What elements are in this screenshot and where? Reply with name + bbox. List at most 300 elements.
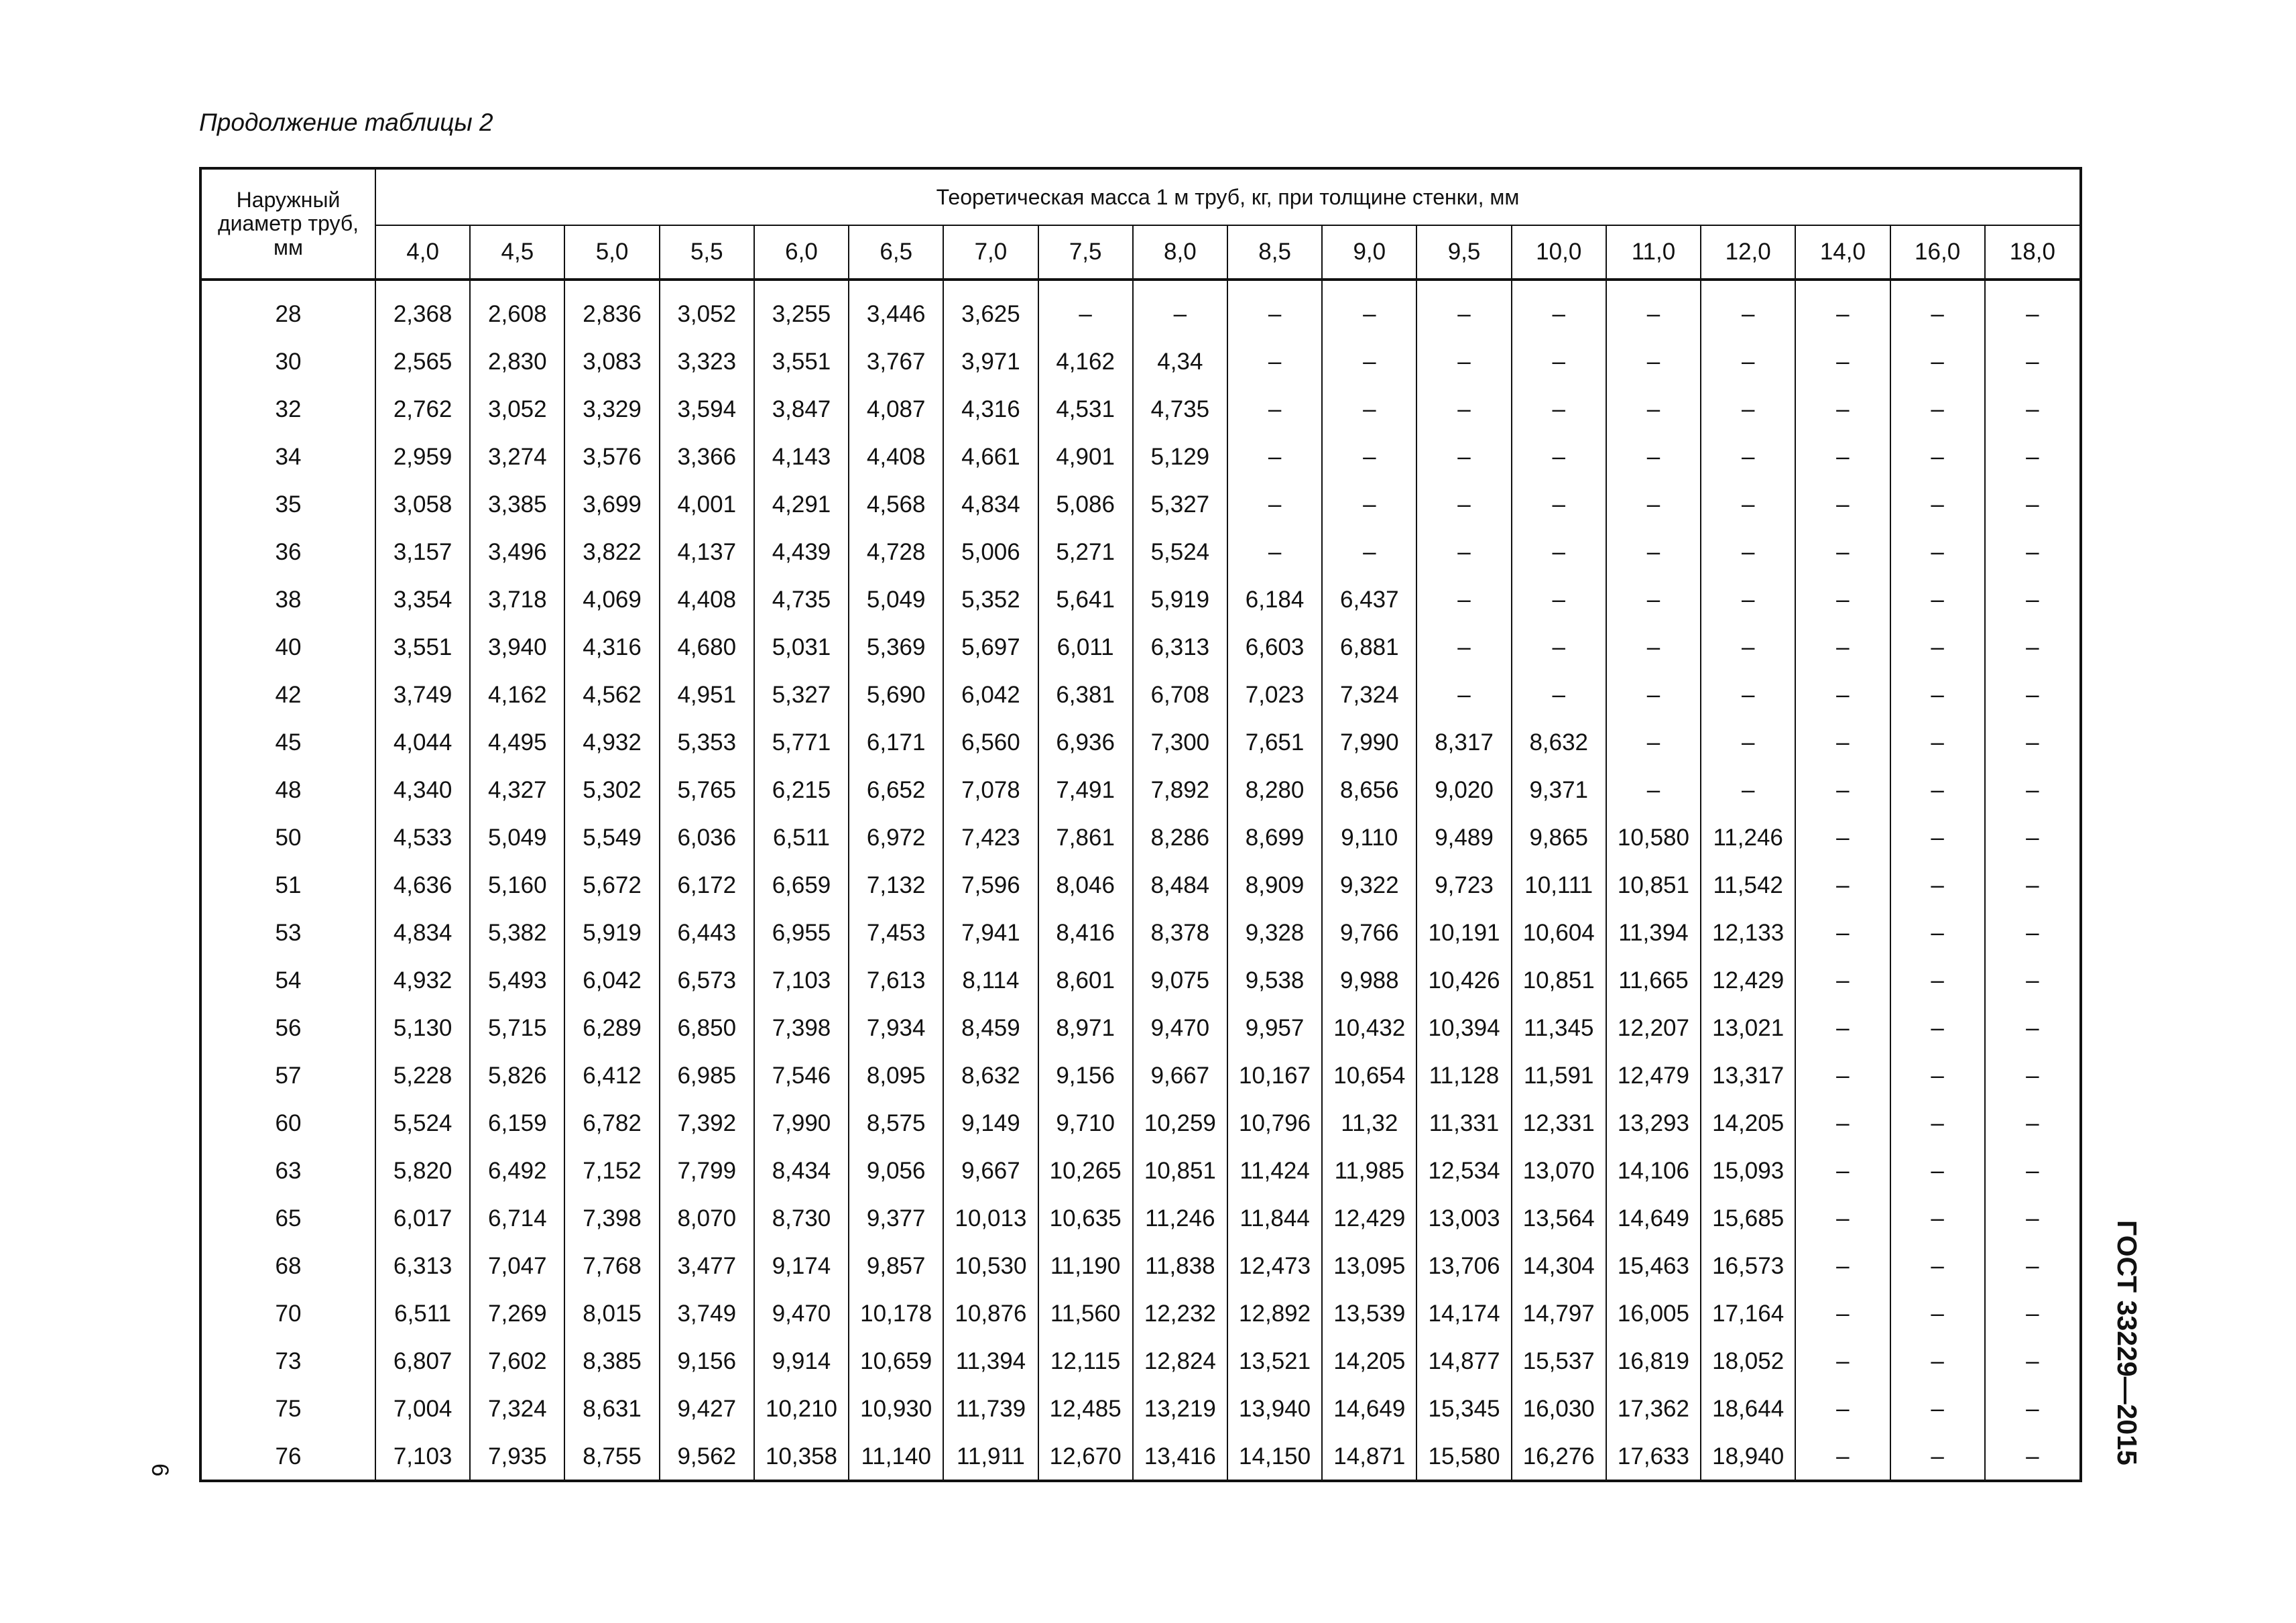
mass-cell: 3,971 bbox=[943, 338, 1038, 385]
table-row bbox=[202, 338, 2079, 385]
table-row bbox=[202, 576, 2079, 623]
mass-cell: – bbox=[1606, 385, 1701, 433]
thickness-header: 7,0 bbox=[943, 225, 1038, 280]
mass-cell: 5,086 bbox=[1038, 481, 1133, 528]
mass-cell: 12,824 bbox=[1133, 1337, 1227, 1385]
table-row bbox=[202, 861, 2079, 909]
mass-cell: 5,130 bbox=[375, 1004, 470, 1052]
thickness-header: 11,0 bbox=[1606, 225, 1701, 280]
mass-cell: 10,426 bbox=[1416, 957, 1511, 1004]
mass-cell: 7,453 bbox=[849, 909, 943, 957]
mass-cell: 3,576 bbox=[564, 433, 659, 481]
mass-cell: 8,280 bbox=[1227, 766, 1322, 814]
mass-cell: 10,635 bbox=[1038, 1195, 1133, 1242]
mass-cell: 3,940 bbox=[470, 623, 564, 671]
mass-cell: 3,052 bbox=[660, 290, 754, 338]
outer-diameter-cell: 35 bbox=[275, 491, 302, 518]
table-row bbox=[202, 814, 2079, 861]
mass-cell: 4,680 bbox=[660, 623, 754, 671]
mass-cell: 18,940 bbox=[1701, 1433, 1795, 1480]
mass-cell: – bbox=[1416, 385, 1511, 433]
mass-cell: 10,191 bbox=[1416, 909, 1511, 957]
mass-cell: 6,036 bbox=[660, 814, 754, 861]
mass-cell: 5,006 bbox=[943, 528, 1038, 576]
mass-cell: – bbox=[1701, 623, 1795, 671]
outer-diameter-cell: 40 bbox=[275, 634, 302, 660]
mass-cell: 6,184 bbox=[1227, 576, 1322, 623]
wall-thickness-group-header: Теоретическая масса 1 м труб, кг, при толщине стенки, мм bbox=[375, 170, 2079, 225]
thickness-header: 6,5 bbox=[849, 225, 943, 280]
mass-cell: 6,289 bbox=[564, 1004, 659, 1052]
mass-cell: 8,632 bbox=[943, 1052, 1038, 1099]
mass-cell: – bbox=[1890, 576, 1985, 623]
mass-cell: 7,941 bbox=[943, 909, 1038, 957]
mass-cell: 17,362 bbox=[1606, 1385, 1701, 1433]
outer-diameter-cell: 75 bbox=[275, 1395, 302, 1422]
mass-cell: – bbox=[1890, 814, 1985, 861]
mass-cell: 4,001 bbox=[660, 481, 754, 528]
mass-cell: – bbox=[1701, 433, 1795, 481]
mass-cell: – bbox=[1890, 481, 1985, 528]
mass-cell: 10,580 bbox=[1606, 814, 1701, 861]
mass-cell: 6,412 bbox=[564, 1052, 659, 1099]
thickness-header: 9,5 bbox=[1416, 225, 1511, 280]
mass-cell: – bbox=[1606, 671, 1701, 719]
mass-cell: 13,564 bbox=[1512, 1195, 1606, 1242]
spacer-cell bbox=[943, 280, 1038, 290]
mass-cell: 5,549 bbox=[564, 814, 659, 861]
mass-cell: 11,591 bbox=[1512, 1052, 1606, 1099]
mass-cell: 6,437 bbox=[1322, 576, 1416, 623]
mass-cell: 6,011 bbox=[1038, 623, 1133, 671]
spacer-cell bbox=[1416, 280, 1511, 290]
mass-cell: 7,023 bbox=[1227, 671, 1322, 719]
mass-cell: 7,152 bbox=[564, 1147, 659, 1195]
mass-cell: 11,542 bbox=[1701, 861, 1795, 909]
mass-cell: – bbox=[1416, 481, 1511, 528]
outer-diameter-cell: 60 bbox=[275, 1109, 302, 1136]
mass-cell: 9,427 bbox=[660, 1385, 754, 1433]
thickness-header: 4,5 bbox=[470, 225, 564, 280]
mass-cell: 9,056 bbox=[849, 1147, 943, 1195]
mass-cell: – bbox=[1322, 481, 1416, 528]
mass-cell: 5,353 bbox=[660, 719, 754, 766]
spacer-cell bbox=[1701, 280, 1795, 290]
mass-cell: – bbox=[1512, 433, 1606, 481]
pipe-mass-table-frame bbox=[199, 167, 2082, 1482]
mass-cell: 15,580 bbox=[1416, 1433, 1511, 1480]
mass-cell: 8,046 bbox=[1038, 861, 1133, 909]
mass-cell: 3,594 bbox=[660, 385, 754, 433]
mass-cell: 2,565 bbox=[375, 338, 470, 385]
mass-cell: – bbox=[1795, 576, 1890, 623]
mass-cell: 3,551 bbox=[754, 338, 849, 385]
mass-cell: 5,049 bbox=[849, 576, 943, 623]
outer-diameter-cell: 53 bbox=[275, 919, 302, 946]
mass-cell: – bbox=[1512, 481, 1606, 528]
mass-cell: – bbox=[1890, 1052, 1985, 1099]
mass-cell: 10,167 bbox=[1227, 1052, 1322, 1099]
mass-cell: – bbox=[1606, 576, 1701, 623]
mass-cell: – bbox=[1795, 1195, 1890, 1242]
mass-cell: 7,602 bbox=[470, 1337, 564, 1385]
mass-cell: 9,110 bbox=[1322, 814, 1416, 861]
mass-cell: 9,174 bbox=[754, 1242, 849, 1290]
mass-cell: 7,324 bbox=[470, 1385, 564, 1433]
mass-cell: 11,190 bbox=[1038, 1242, 1133, 1290]
mass-cell: – bbox=[1985, 1147, 2079, 1195]
mass-cell: 15,463 bbox=[1606, 1242, 1701, 1290]
outer-diameter-cell: 42 bbox=[275, 681, 302, 708]
mass-cell: 7,103 bbox=[754, 957, 849, 1004]
mass-cell: 8,909 bbox=[1227, 861, 1322, 909]
mass-cell: 8,317 bbox=[1416, 719, 1511, 766]
mass-cell: – bbox=[1795, 338, 1890, 385]
mass-cell: 4,316 bbox=[564, 623, 659, 671]
mass-cell: 4,408 bbox=[660, 576, 754, 623]
mass-cell: 6,215 bbox=[754, 766, 849, 814]
mass-cell: 10,178 bbox=[849, 1290, 943, 1337]
mass-cell: 5,919 bbox=[1133, 576, 1227, 623]
mass-cell: – bbox=[1512, 576, 1606, 623]
table-row bbox=[202, 719, 2079, 766]
mass-cell: – bbox=[1985, 957, 2079, 1004]
mass-cell: 8,632 bbox=[1512, 719, 1606, 766]
mass-cell: – bbox=[1890, 528, 1985, 576]
outer-diameter-cell: 38 bbox=[275, 586, 302, 613]
mass-cell: 8,385 bbox=[564, 1337, 659, 1385]
mass-cell: 5,765 bbox=[660, 766, 754, 814]
mass-cell: – bbox=[1227, 481, 1322, 528]
mass-cell: 4,834 bbox=[375, 909, 470, 957]
mass-cell: 8,631 bbox=[564, 1385, 659, 1433]
mass-cell: – bbox=[1985, 1004, 2079, 1052]
mass-cell: – bbox=[1795, 1290, 1890, 1337]
mass-cell: – bbox=[1890, 861, 1985, 909]
mass-cell: 6,936 bbox=[1038, 719, 1133, 766]
mass-cell: 8,459 bbox=[943, 1004, 1038, 1052]
mass-cell: 6,850 bbox=[660, 1004, 754, 1052]
mass-cell: 7,935 bbox=[470, 1433, 564, 1480]
mass-cell: 10,654 bbox=[1322, 1052, 1416, 1099]
mass-cell: – bbox=[1795, 433, 1890, 481]
mass-cell: 9,723 bbox=[1416, 861, 1511, 909]
mass-cell: 7,861 bbox=[1038, 814, 1133, 861]
mass-cell: 8,114 bbox=[943, 957, 1038, 1004]
mass-cell: 10,851 bbox=[1606, 861, 1701, 909]
mass-cell: 6,652 bbox=[849, 766, 943, 814]
mass-cell: – bbox=[1606, 338, 1701, 385]
mass-cell: – bbox=[1133, 290, 1227, 338]
mass-cell: 2,830 bbox=[470, 338, 564, 385]
mass-cell: 8,730 bbox=[754, 1195, 849, 1242]
mass-cell: 6,492 bbox=[470, 1147, 564, 1195]
mass-cell: 8,015 bbox=[564, 1290, 659, 1337]
spacer-cell bbox=[470, 280, 564, 290]
mass-cell: 10,265 bbox=[1038, 1147, 1133, 1195]
mass-cell: 5,302 bbox=[564, 766, 659, 814]
mass-cell: 7,423 bbox=[943, 814, 1038, 861]
mass-cell: – bbox=[1795, 1099, 1890, 1147]
table-row bbox=[202, 290, 2079, 338]
mass-cell: 3,477 bbox=[660, 1242, 754, 1290]
mass-cell: – bbox=[1985, 528, 2079, 576]
table-row bbox=[202, 1147, 2079, 1195]
mass-cell: 3,625 bbox=[943, 290, 1038, 338]
mass-cell: 11,838 bbox=[1133, 1242, 1227, 1290]
mass-cell: 5,524 bbox=[1133, 528, 1227, 576]
mass-cell: 13,317 bbox=[1701, 1052, 1795, 1099]
mass-cell: – bbox=[1512, 623, 1606, 671]
mass-cell: 4,408 bbox=[849, 433, 943, 481]
mass-cell: 4,291 bbox=[754, 481, 849, 528]
outer-diameter-cell: 51 bbox=[275, 871, 302, 898]
mass-cell: 14,205 bbox=[1701, 1099, 1795, 1147]
mass-cell: 3,329 bbox=[564, 385, 659, 433]
table-row bbox=[202, 1195, 2079, 1242]
mass-cell: 6,955 bbox=[754, 909, 849, 957]
mass-cell: – bbox=[1795, 814, 1890, 861]
mass-cell: – bbox=[1985, 861, 2079, 909]
mass-cell: – bbox=[1701, 766, 1795, 814]
mass-cell: – bbox=[1985, 909, 2079, 957]
mass-cell: 10,796 bbox=[1227, 1099, 1322, 1147]
table-body bbox=[202, 280, 2079, 1480]
mass-cell: 9,562 bbox=[660, 1433, 754, 1480]
mass-cell: 7,651 bbox=[1227, 719, 1322, 766]
mass-cell: – bbox=[1890, 1337, 1985, 1385]
mass-cell: 11,128 bbox=[1416, 1052, 1511, 1099]
outer-diameter-cell: 30 bbox=[275, 348, 302, 375]
mass-cell: 13,706 bbox=[1416, 1242, 1511, 1290]
mass-cell: 13,293 bbox=[1606, 1099, 1701, 1147]
mass-cell: – bbox=[1985, 1242, 2079, 1290]
thickness-header: 8,5 bbox=[1227, 225, 1322, 280]
spacer-cell bbox=[1512, 280, 1606, 290]
mass-cell: 12,331 bbox=[1512, 1099, 1606, 1147]
mass-cell: 15,537 bbox=[1512, 1337, 1606, 1385]
mass-cell: 17,633 bbox=[1606, 1433, 1701, 1480]
mass-cell: – bbox=[1795, 290, 1890, 338]
table-header-row-group bbox=[202, 170, 2079, 225]
thickness-header: 18,0 bbox=[1985, 225, 2079, 280]
mass-cell: – bbox=[1795, 481, 1890, 528]
mass-cell: – bbox=[1701, 290, 1795, 338]
mass-cell: – bbox=[1701, 719, 1795, 766]
mass-cell: 4,069 bbox=[564, 576, 659, 623]
mass-cell: 9,149 bbox=[943, 1099, 1038, 1147]
mass-cell: 9,710 bbox=[1038, 1099, 1133, 1147]
spacer-cell bbox=[564, 280, 659, 290]
outer-diameter-cell: 57 bbox=[275, 1062, 302, 1089]
mass-cell: 9,020 bbox=[1416, 766, 1511, 814]
outer-diameter-header: Наружный диаметр труб, мм bbox=[202, 170, 375, 280]
mass-cell: 10,851 bbox=[1512, 957, 1606, 1004]
mass-cell: 13,940 bbox=[1227, 1385, 1322, 1433]
mass-cell: 4,932 bbox=[564, 719, 659, 766]
mass-cell: 7,004 bbox=[375, 1385, 470, 1433]
mass-cell: – bbox=[1227, 338, 1322, 385]
mass-cell: – bbox=[1890, 623, 1985, 671]
spacer-cell bbox=[754, 280, 849, 290]
table-row bbox=[202, 1052, 2079, 1099]
mass-cell: – bbox=[1795, 1433, 1890, 1480]
mass-cell: 9,470 bbox=[754, 1290, 849, 1337]
mass-cell: – bbox=[1985, 623, 2079, 671]
mass-cell: 3,749 bbox=[375, 671, 470, 719]
mass-cell: – bbox=[1890, 957, 1985, 1004]
mass-cell: 6,313 bbox=[375, 1242, 470, 1290]
mass-cell: – bbox=[1890, 385, 1985, 433]
mass-cell: – bbox=[1416, 528, 1511, 576]
mass-cell: 4,340 bbox=[375, 766, 470, 814]
spacer-cell bbox=[1038, 280, 1133, 290]
outer-diameter-cell: 65 bbox=[275, 1205, 302, 1231]
outer-diameter-cell: 54 bbox=[275, 967, 302, 994]
mass-cell: 14,871 bbox=[1322, 1433, 1416, 1480]
mass-cell: – bbox=[1701, 385, 1795, 433]
mass-cell: 2,608 bbox=[470, 290, 564, 338]
thickness-header: 14,0 bbox=[1795, 225, 1890, 280]
table-row bbox=[202, 766, 2079, 814]
mass-cell: – bbox=[1606, 481, 1701, 528]
mass-cell: 11,560 bbox=[1038, 1290, 1133, 1337]
mass-cell: 3,255 bbox=[754, 290, 849, 338]
mass-cell: 3,446 bbox=[849, 290, 943, 338]
mass-cell: 7,398 bbox=[564, 1195, 659, 1242]
mass-cell: 6,985 bbox=[660, 1052, 754, 1099]
mass-cell: 4,087 bbox=[849, 385, 943, 433]
mass-cell: 8,601 bbox=[1038, 957, 1133, 1004]
spacer-cell bbox=[1985, 280, 2079, 290]
mass-cell: – bbox=[1890, 909, 1985, 957]
mass-cell: 12,485 bbox=[1038, 1385, 1133, 1433]
mass-cell: 13,416 bbox=[1133, 1433, 1227, 1480]
mass-cell: 3,157 bbox=[375, 528, 470, 576]
standard-code: ГОСТ 33229—2015 bbox=[2112, 1220, 2142, 1465]
table-caption: Продолжение таблицы 2 bbox=[199, 109, 493, 136]
mass-cell: 3,847 bbox=[754, 385, 849, 433]
mass-cell: 6,381 bbox=[1038, 671, 1133, 719]
mass-cell: 4,562 bbox=[564, 671, 659, 719]
mass-cell: 7,990 bbox=[754, 1099, 849, 1147]
mass-cell: 11,394 bbox=[1606, 909, 1701, 957]
mass-cell: – bbox=[1985, 671, 2079, 719]
thickness-header: 4,0 bbox=[375, 225, 470, 280]
mass-cell: 4,162 bbox=[1038, 338, 1133, 385]
mass-cell: 4,735 bbox=[1133, 385, 1227, 433]
mass-cell: 4,661 bbox=[943, 433, 1038, 481]
outer-diameter-cell: 50 bbox=[275, 824, 302, 851]
mass-cell: – bbox=[1795, 671, 1890, 719]
mass-cell: – bbox=[1985, 1433, 2079, 1480]
mass-cell: 4,735 bbox=[754, 576, 849, 623]
mass-cell: 3,058 bbox=[375, 481, 470, 528]
mass-cell: 5,031 bbox=[754, 623, 849, 671]
mass-cell: – bbox=[1606, 623, 1701, 671]
table-row bbox=[202, 481, 2079, 528]
mass-cell: – bbox=[1890, 1147, 1985, 1195]
pipe-mass-table bbox=[202, 170, 2079, 1480]
mass-cell: – bbox=[1890, 290, 1985, 338]
mass-cell: – bbox=[1606, 766, 1701, 814]
mass-cell: – bbox=[1701, 481, 1795, 528]
mass-cell: 5,826 bbox=[470, 1052, 564, 1099]
mass-cell: 12,429 bbox=[1701, 957, 1795, 1004]
mass-cell: 5,641 bbox=[1038, 576, 1133, 623]
mass-cell: 11,844 bbox=[1227, 1195, 1322, 1242]
mass-cell: 11,140 bbox=[849, 1433, 943, 1480]
mass-cell: 16,276 bbox=[1512, 1433, 1606, 1480]
mass-cell: 10,394 bbox=[1416, 1004, 1511, 1052]
mass-cell: – bbox=[1606, 719, 1701, 766]
mass-cell: 7,613 bbox=[849, 957, 943, 1004]
mass-cell: 3,551 bbox=[375, 623, 470, 671]
mass-cell: 6,443 bbox=[660, 909, 754, 957]
mass-cell: 4,143 bbox=[754, 433, 849, 481]
mass-cell: – bbox=[1795, 719, 1890, 766]
mass-cell: 7,132 bbox=[849, 861, 943, 909]
page-number: 6 bbox=[147, 1463, 173, 1477]
mass-cell: 2,959 bbox=[375, 433, 470, 481]
outer-diameter-cell: 70 bbox=[275, 1300, 302, 1327]
mass-cell: 9,156 bbox=[660, 1337, 754, 1385]
mass-cell: 8,971 bbox=[1038, 1004, 1133, 1052]
mass-cell: 3,767 bbox=[849, 338, 943, 385]
mass-cell: 8,095 bbox=[849, 1052, 943, 1099]
mass-cell: – bbox=[1322, 338, 1416, 385]
mass-cell: – bbox=[1322, 433, 1416, 481]
mass-cell: 10,851 bbox=[1133, 1147, 1227, 1195]
mass-cell: 6,042 bbox=[943, 671, 1038, 719]
mass-cell: 6,972 bbox=[849, 814, 943, 861]
mass-cell: 5,697 bbox=[943, 623, 1038, 671]
mass-cell: 6,017 bbox=[375, 1195, 470, 1242]
mass-cell: 5,771 bbox=[754, 719, 849, 766]
mass-cell: 8,286 bbox=[1133, 814, 1227, 861]
mass-cell: 15,093 bbox=[1701, 1147, 1795, 1195]
mass-cell: 2,762 bbox=[375, 385, 470, 433]
mass-cell: 11,32 bbox=[1322, 1099, 1416, 1147]
mass-cell: 7,768 bbox=[564, 1242, 659, 1290]
mass-cell: 8,378 bbox=[1133, 909, 1227, 957]
mass-cell: 8,484 bbox=[1133, 861, 1227, 909]
mass-cell: – bbox=[1038, 290, 1133, 338]
mass-cell: 10,111 bbox=[1512, 861, 1606, 909]
spacer-cell bbox=[375, 280, 470, 290]
mass-cell: 4,834 bbox=[943, 481, 1038, 528]
mass-cell: – bbox=[1416, 290, 1511, 338]
mass-cell: 4,636 bbox=[375, 861, 470, 909]
mass-cell: 9,957 bbox=[1227, 1004, 1322, 1052]
mass-cell: – bbox=[1227, 385, 1322, 433]
mass-cell: 6,807 bbox=[375, 1337, 470, 1385]
mass-cell: – bbox=[1985, 1195, 2079, 1242]
mass-cell: 6,659 bbox=[754, 861, 849, 909]
mass-cell: – bbox=[1890, 1099, 1985, 1147]
mass-cell: 12,479 bbox=[1606, 1052, 1701, 1099]
table-row bbox=[202, 957, 2079, 1004]
mass-cell: 4,533 bbox=[375, 814, 470, 861]
mass-cell: 7,892 bbox=[1133, 766, 1227, 814]
table-row bbox=[202, 1433, 2079, 1480]
mass-cell: 4,327 bbox=[470, 766, 564, 814]
spacer-cell bbox=[849, 280, 943, 290]
mass-cell: – bbox=[1322, 385, 1416, 433]
thickness-header: 5,5 bbox=[660, 225, 754, 280]
mass-cell: – bbox=[1985, 338, 2079, 385]
mass-cell: 12,534 bbox=[1416, 1147, 1511, 1195]
